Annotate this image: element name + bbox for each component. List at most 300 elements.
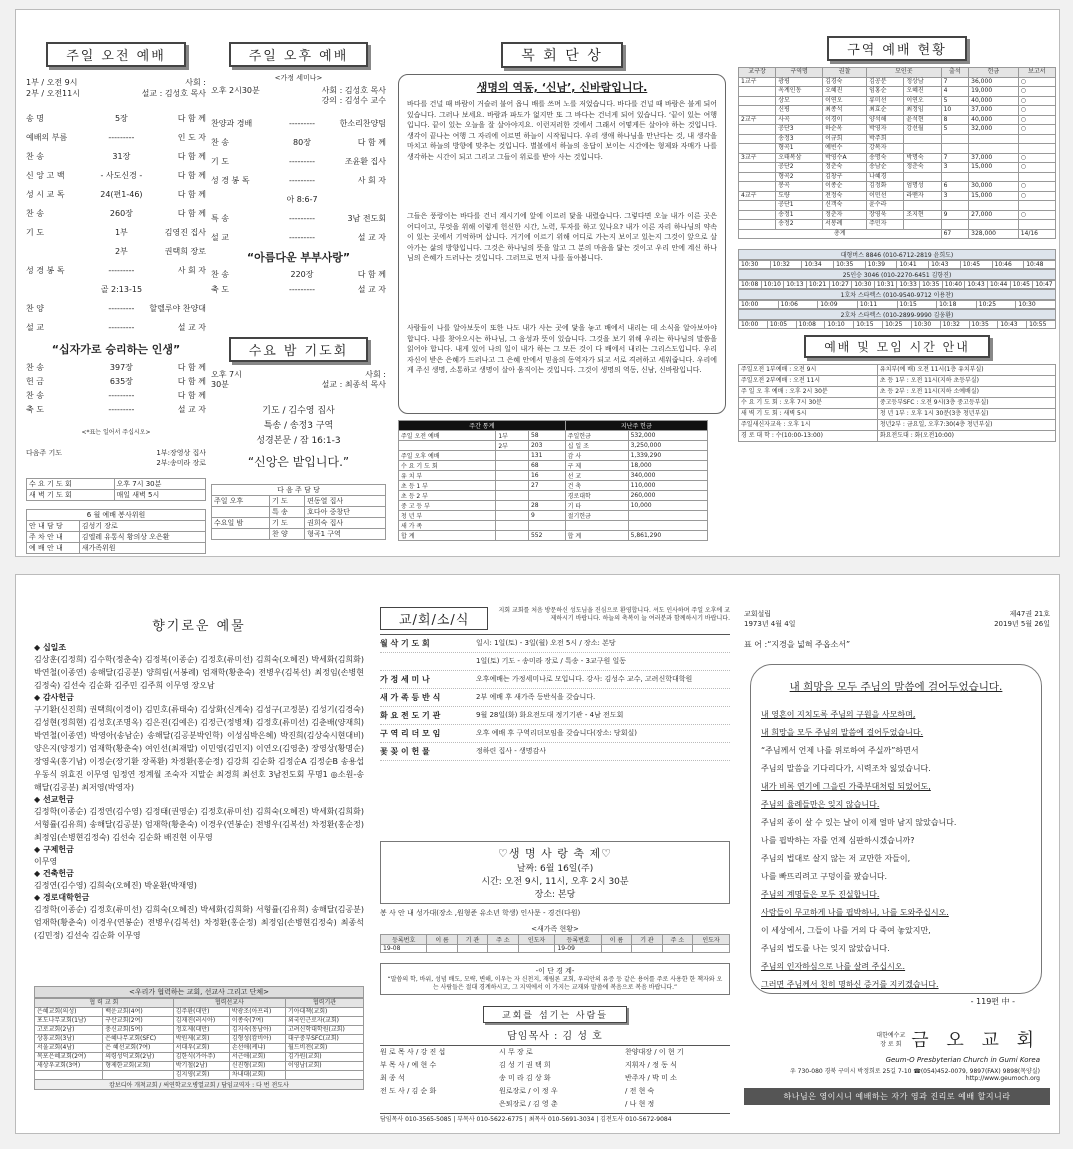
district-cell: [969, 220, 1019, 230]
festival-place: 장소: 본당: [534, 890, 576, 900]
am-order-item: [26, 166, 206, 185]
am-order-item-cell: 다 함 께: [177, 391, 206, 400]
am-order-item-cell: [26, 280, 94, 299]
district-cell: [969, 201, 1019, 211]
bus-time: 10:44: [988, 281, 1011, 289]
stats-cell: 27: [528, 481, 565, 491]
am-meta-row-cell: 1부 / 오전 9시: [26, 78, 78, 87]
prayer-time-row-cell: 매일 새벽 5시: [114, 490, 205, 501]
pm-order-item: [211, 114, 386, 133]
bus-time: 10:35: [969, 321, 998, 329]
pm-order-item-cell: ---------: [289, 214, 315, 223]
staff-cell: / 나 현 정: [625, 1100, 655, 1108]
pm-order-item-cell: 220장: [290, 270, 314, 279]
district-cell: [969, 134, 1019, 144]
district-cell: 공단1: [776, 201, 823, 211]
am-order-item-cell: - 사도신경 -: [100, 171, 143, 180]
district-cell: 30,000: [969, 182, 1019, 192]
stats-cell: [496, 531, 529, 541]
am-order-item: [26, 375, 206, 389]
district-cell: 오혜진: [904, 87, 941, 97]
partner-footer: 캄보디아 개척교회 / 써연학교오병열교회 / 담임교역자 : 다 번 전도사: [34, 1080, 364, 1090]
pm-meta-row: [211, 86, 386, 96]
district-cell: 김공분: [867, 77, 904, 87]
bus-time: 10:08: [796, 321, 825, 329]
prayer-time-row-cell: 새 벽 기 도 회: [27, 490, 115, 501]
partner-cell: 김형성(캄비아): [229, 1035, 285, 1044]
district-cell: 형곡1: [776, 144, 823, 154]
bus-times-row: [739, 301, 1056, 309]
district-row: [739, 96, 1056, 106]
district-cell: ○: [1018, 191, 1055, 201]
partner-cell: 김지영(교회): [173, 1071, 229, 1080]
district-cell: [739, 182, 776, 192]
poem-line: 주님의 법도를 나는 잊지 않았습니다.: [761, 944, 890, 953]
stats-cell: 절기헌금: [565, 511, 628, 521]
district-cell: 정춘자: [823, 210, 867, 220]
june-volunteer-row: [27, 543, 206, 554]
stats-cell: 5,861,290: [628, 531, 707, 541]
poem-source: - 119편 中 -: [970, 997, 1015, 1006]
am-order-item-cell: 다 함 께: [177, 152, 206, 161]
am-order-item-cell: 성 경 봉 독: [26, 266, 65, 275]
schedule-row: [739, 387, 1056, 398]
volunteer-line: 봉 사 안 내 성가대(장소 ,원형준 유소년 학생) 인사문 - 경건(다원): [380, 909, 581, 917]
wed-meta: [211, 370, 386, 390]
am-order-item-cell: [26, 242, 94, 261]
am-order-item-cell: ---------: [108, 405, 135, 414]
stats-row: [399, 491, 708, 501]
am-order-item-cell: 다 함 께: [177, 114, 206, 123]
district-cell: 윤석현: [904, 115, 941, 125]
district-cell: 김정화: [867, 182, 904, 192]
district-cell: 조지현: [904, 210, 941, 220]
partner-cell: 구산교회(2여): [103, 1017, 174, 1026]
poem-line: 그러면 주님께서 친히 명하신 증거를 지키겠습니다.: [761, 980, 939, 989]
newfam-row: [381, 945, 730, 953]
district-cell: 김경숙: [823, 77, 867, 87]
district-cell: ○: [1018, 87, 1055, 97]
festival-time: 시간: 오전 9시, 11시, 오후 2시 30분: [481, 877, 629, 887]
am-order-item: [26, 299, 206, 318]
district-cell: 송정1: [776, 210, 823, 220]
am-order-item-cell: ---------: [108, 391, 135, 400]
duty-row-cell: 편동열 집사: [305, 496, 386, 507]
am-order-item-cell: 397장: [109, 363, 133, 372]
partner-cell: 은혜교회(의성): [35, 1008, 103, 1017]
pm-order-list-2: [211, 267, 386, 297]
issue-date: 2019년 5월 26일: [994, 620, 1050, 628]
district-row: [739, 182, 1056, 192]
bus-route-title: 25인승 3046 (010-2270-6451 김항진): [738, 269, 1056, 280]
district-cell: 9: [941, 210, 969, 220]
poem-box: [750, 664, 1042, 1006]
district-cell: [941, 201, 969, 211]
district-cell: 3: [941, 191, 969, 201]
newfam-cell: [488, 945, 518, 953]
partner-row: [35, 1062, 364, 1071]
partner-cell: 김지숙(동남아): [229, 1026, 285, 1035]
poem-line: 주님의 말씀을 기다리다가, 시력조차 잃었습니다.: [761, 764, 931, 773]
am-order-item: [26, 261, 206, 280]
motto: 표 어 :“지경을 넓혀 주옵소서”: [744, 640, 851, 649]
staff-cell: 최 종 석: [380, 1074, 405, 1082]
news-item-text: 1일(토) 기도 - 송미라 장로 / 특송 - 3교구원 일동: [476, 657, 626, 665]
duty-row-cell: 특 송: [270, 507, 305, 518]
volume: 제47권 21호: [1009, 610, 1050, 618]
pm-order-item: [211, 133, 386, 152]
am-order-item: [26, 280, 206, 299]
am-order-item-cell: 기 도: [26, 228, 44, 237]
schedule-row-cell: 주일오전 2부예배 : 오전 11시: [739, 376, 878, 387]
stats-cell: 초 등 2 부: [399, 491, 496, 501]
district-cell: 도량: [776, 191, 823, 201]
district-cell: [941, 220, 969, 230]
stats-cell: 합 계: [565, 531, 628, 541]
district-cell: 장영욱: [867, 210, 904, 220]
district-row: [739, 115, 1056, 125]
offering-section-head: ◆ 십일조: [34, 643, 67, 652]
staff-head: 담임목사 : 김 성 호: [507, 1031, 603, 1042]
stats-cell: [496, 491, 529, 501]
offering-section-body: 이무영: [34, 857, 58, 866]
duty-row-cell: 주일 오후: [212, 496, 270, 507]
district-cell: 8: [941, 115, 969, 125]
est-label: 교회설립: [744, 610, 772, 618]
district-cell: 이경이: [823, 115, 867, 125]
district-row: [739, 220, 1056, 230]
district-cell: [904, 144, 941, 154]
pm-order-item-cell: 특 송: [211, 214, 229, 223]
am-order-item-cell: 송 명: [26, 114, 44, 123]
partner-header-cell: 협력선교사: [173, 999, 285, 1008]
wed-details: [211, 404, 386, 449]
district-cell: [904, 201, 941, 211]
wed-meta-row: [211, 370, 386, 380]
bus-time: 10:34: [802, 261, 834, 269]
am-meta-row-cell: 설교 : 김성호 목사: [141, 89, 206, 98]
am-order-list-2: [26, 361, 206, 417]
offering-section-head: ◆ 감사헌금: [34, 693, 74, 702]
district-cell: 광평: [776, 77, 823, 87]
district-cell: 박영자: [867, 125, 904, 135]
poem-line: 나를 핍박하는 자를 언제 심판하시겠습니까?: [761, 836, 915, 845]
partner-cell: 대구중부SFC(교회): [285, 1035, 363, 1044]
district-cell: 40,000: [969, 115, 1019, 125]
am-order-item: [26, 361, 206, 375]
am-order-list: [26, 109, 206, 337]
pm-order-item-cell: 설 교 자: [357, 285, 386, 294]
news-item-text: 오후 예배 후 구역리더모임을 갖습니다(장소: 당회실): [476, 729, 637, 737]
denomination-1: 대한예수교: [876, 1032, 906, 1039]
stats-row: [399, 471, 708, 481]
duty-row: [212, 507, 386, 518]
partner-cell: 김재진(러시아): [173, 1017, 229, 1026]
pm-worship-meta: [211, 86, 386, 106]
schedule-row-cell: 경 로 대 학 : 수(10:00-13:00): [739, 431, 878, 442]
june-volunteer-row: [27, 521, 206, 532]
stats-cell: [496, 521, 529, 531]
newfam-header-cell: 주 소: [488, 935, 518, 945]
stats-cell: 10,000: [628, 501, 707, 511]
pm-order-item: [211, 228, 386, 247]
district-cell: 신평: [776, 106, 823, 116]
newfam-header-cell: 인도자: [518, 935, 555, 945]
district-cell: 나혜경: [867, 172, 904, 182]
festival-date: 날짜: 6월 16일(주): [516, 864, 594, 874]
prayer-time-row: [27, 479, 206, 490]
newfam-title: <새가족 현황>: [531, 925, 579, 933]
district-cell: 상모: [776, 96, 823, 106]
district-table: [738, 67, 1056, 239]
pm-meta-row-cell: 오후 2시30분: [211, 86, 260, 95]
stats-cell: 청 년 부: [399, 511, 496, 521]
partner-cell: 의령성덕교회(2남): [103, 1053, 174, 1062]
district-cell: 27,000: [969, 210, 1019, 220]
stats-cell: [496, 451, 529, 461]
district-cell: 37,000: [969, 106, 1019, 116]
partner-row: [35, 1053, 364, 1062]
am-order-item-cell: 찬 양: [26, 304, 44, 313]
am-order-item-cell: ---------: [108, 304, 135, 313]
district-total-row: [739, 229, 1056, 239]
district-cell: 3교구: [739, 153, 776, 163]
staff-cell: 찬양대장 / 이 현 기: [625, 1048, 684, 1056]
partner-cell: 김한식(가아주): [173, 1053, 229, 1062]
district-cell: [969, 144, 1019, 154]
pm-order-item-cell: ---------: [289, 233, 315, 242]
district-row: [739, 144, 1056, 154]
district-row: [739, 106, 1056, 116]
district-total-cell: 67: [941, 229, 969, 239]
bus-time: 10:05: [767, 321, 796, 329]
stats-cell: [565, 521, 628, 531]
bus-time: 10:10: [825, 321, 854, 329]
schedule-row-cell: 중고등부SFC : 오전 9시(3층 중고등부실): [877, 398, 1055, 409]
district-cell: 예빈수: [823, 144, 867, 154]
news-intro: 지회 교회를 처음 방문하신 성도님을 진심으로 환영합니다. 셔도 인사하며 주일 오후에 교제하시기 바랍니다. 하늘의 축복이 늘 여러분과 함께하시기 바랍니다.: [498, 607, 730, 622]
district-cell: 서봉례: [823, 220, 867, 230]
district-cell: 이규희: [823, 134, 867, 144]
schedule-row-cell: 새 벽 기 도 회 : 새벽 5시: [739, 409, 878, 420]
district-cell: 박영수A: [823, 153, 867, 163]
stats-row: [399, 501, 708, 511]
newfam-header-cell: 이 름: [601, 935, 631, 945]
am-sermon-title: “십자가로 승리하는 인생”: [51, 343, 181, 356]
newfam-table: [380, 934, 730, 953]
offering-section-head: ◆ 선교헌금: [34, 795, 74, 804]
district-cell: [941, 172, 969, 182]
district-cell: ○: [1018, 115, 1055, 125]
next-prayer-2: 2부:송미라 장로: [156, 459, 206, 467]
am-meta-row-cell: 사회 :: [185, 78, 206, 87]
stats-cell: 552: [528, 531, 565, 541]
poem-line: 주님의 종이 살 수 있는 날이 이제 얼마 남지 않았습니다.: [761, 818, 957, 827]
standing-note: <*표는 일어서 주십시오>: [81, 429, 151, 436]
bus-time: 10:32: [770, 261, 802, 269]
bus-schedule: [738, 249, 1056, 329]
district-cell: 주민자: [867, 220, 904, 230]
district-header-cell: 권찰: [823, 68, 867, 78]
district-cell: 정춘숙: [823, 163, 867, 173]
bus-time: 10:41: [897, 261, 929, 269]
newfam-header-cell: 이 름: [427, 935, 457, 945]
bus-time: 10:33: [897, 281, 920, 289]
partner-cell: 박광조(아프리): [229, 1008, 285, 1017]
schedule-row: [739, 365, 1056, 376]
stats-row: [399, 531, 708, 541]
district-cell: [904, 220, 941, 230]
pm-order-item-cell: 설 교 자: [357, 233, 386, 242]
bus-times-table: [738, 260, 1056, 269]
district-cell: 19,000: [969, 87, 1019, 97]
wed-meta-row-cell: 30분: [211, 380, 229, 389]
june-volunteer-row-cell: 주 차 안 내: [27, 532, 80, 543]
news-column: [380, 575, 730, 1133]
pm-order-item-cell: 찬 송: [211, 270, 229, 279]
bus-time: 10:15: [897, 301, 937, 309]
district-cell: [904, 172, 941, 182]
heresy-title: -이 단 경 계-: [535, 967, 575, 975]
wed-title: 수요 밤 기도회: [229, 337, 369, 362]
partner-cell: 형제한교회(교회): [103, 1062, 174, 1071]
staff-cell: 원로장로 / 이 정 우: [499, 1087, 558, 1095]
june-volunteer-row-cell: 안 내 담 당: [27, 521, 80, 532]
partner-header-cell: 협력기관: [285, 999, 363, 1008]
staff-list: [380, 1045, 730, 1111]
pastor-title: 목 회 단 상: [501, 42, 622, 68]
pm-order-item-cell: 3남 전도회: [347, 214, 386, 223]
partner-row: [35, 1017, 364, 1026]
pm-order-item-cell: 축 도: [211, 285, 229, 294]
district-cell: [1018, 201, 1055, 211]
newfam-header-cell: 등록번호: [381, 935, 427, 945]
poem-line: “주님께서 언제 나를 위로하여 주실까”하면서: [761, 746, 919, 755]
newfam-header-cell: 기 관: [457, 935, 487, 945]
cover-column: [744, 575, 1050, 1133]
heresy-text: “말씀의 학, 바위, 성념 배도, 모략, 변해, 이우는 자 신천지, 재림론 교회, 우리안의 유증 등 같은 용어를 주로 사용한 한 책자와 오는 사람들은 절대 경계하시고, 그 지역에서 이 가지는 교재와 말씀에 복음으로 복음 바랍니다.”: [387, 976, 723, 991]
district-cell: ○: [1018, 125, 1055, 135]
district-cell: [739, 163, 776, 173]
am-order-item-cell: 설 교 자: [177, 405, 206, 414]
district-cell: [739, 87, 776, 97]
district-row: [739, 201, 1056, 211]
am-order-item-cell: ---------: [108, 323, 135, 332]
stats-cell: 58: [528, 431, 565, 441]
bus-time: 10:10: [761, 281, 784, 289]
district-cell: 강선월: [904, 125, 941, 135]
stats-cell: 감 사: [565, 451, 628, 461]
district-cell: 임홍순: [867, 87, 904, 97]
staff-cell: [380, 1098, 499, 1111]
district-row: [739, 134, 1056, 144]
duty-row-cell: 호다아 중창단: [305, 507, 386, 518]
duty-title: 다 음 주 담 당: [211, 484, 386, 495]
offering-section-body: 김정학(이종순) 김정호(류미선) 김희숙(오혜진) 박세화(김희화) 서형률(김유희) 송해달(김공분) 엄재학(황춘숙) 이경우(연봉순) 전병우(김복선) 차정환(홍순정) 최정임(손병현김정숙) 최종석(김민정) 김선숙 김순화 이무영: [34, 905, 364, 940]
district-cell: 2교구: [739, 115, 776, 125]
bus-time: 10:43: [965, 281, 988, 289]
pm-order-item: [211, 190, 386, 209]
am-order-item-cell: 권택희 장로: [164, 247, 206, 256]
partner-cell: 서대우(교회): [173, 1044, 229, 1053]
stats-row: [399, 511, 708, 521]
stats-cell: 260,000: [628, 491, 707, 501]
stats-cell: 340,000: [628, 471, 707, 481]
pm-order-item-cell: ---------: [289, 119, 315, 128]
am-order-item: [26, 204, 206, 223]
staff-phones: 담임목사 010-3565-5085 | 부목사 010-5622-6775 | 최목사 010-5691-3034 | 김전도사 010-5672-9084: [380, 1113, 730, 1123]
district-header-cell: 교구장: [739, 68, 776, 78]
pm-order-item-cell: ---------: [289, 157, 315, 166]
schedule-row-cell: 청년2부 : 금요일, 오후7:30(4층 청년부실): [877, 420, 1055, 431]
stats-cell: [528, 521, 565, 531]
staff-cell: 은퇴장로 / 김 영 춘: [499, 1100, 558, 1108]
district-row: [739, 125, 1056, 135]
district-cell: 6: [941, 182, 969, 192]
bus-time: 10:35: [834, 261, 866, 269]
district-cell: [904, 134, 941, 144]
schedule-row-cell: 주일새신자교육 : 오후 1시: [739, 420, 878, 431]
bus-time: 10:30: [739, 261, 771, 269]
bus-time: 10:30: [911, 321, 940, 329]
partner-cell: 이종숙(7여): [229, 1017, 285, 1026]
wed-meta-row-cell: 오후 7시: [211, 370, 242, 379]
district-cell: 공단2: [776, 163, 823, 173]
bus-time: 10:09: [818, 301, 858, 309]
bus-time: 10:08: [739, 281, 762, 289]
district-cell: 15,000: [969, 163, 1019, 173]
staff-row: [380, 1059, 730, 1072]
am-meta-row: [26, 77, 206, 88]
poem-line: 이 세상에서, 그들이 나를 거의 다 죽여 놓았지만,: [761, 926, 931, 935]
poem-line: 나를 빠뜨리려고 구덩이를 팠습니다.: [761, 872, 888, 881]
partner-cell: 월드비전(교회): [285, 1044, 363, 1053]
district-cell: 5: [941, 96, 969, 106]
pm-order-item-cell: ---------: [289, 285, 315, 294]
schedule-row-cell: 화요전도대 : 화(오전10:00): [877, 431, 1055, 442]
stats-cell: 유 치 부: [399, 471, 496, 481]
district-cell: 신객숙: [823, 201, 867, 211]
duty-row-cell: [212, 507, 270, 518]
am-worship-meta: [26, 77, 206, 99]
district-cell: 정춘숙: [904, 163, 941, 173]
pastor-paragraph-3: 사람들이 나를 알아보듯이 또한 나도 내가 사는 곳에 닻을 놓고 배에서 내리는 데 소식을 알아보아야 합니다. 나를 찾아오시는 하나님, 그 음성과 뜻이 있습니다. 그것을 보기 위해 우리는 하나님의 말씀을 읽어야 합니다. 내게 있어 나의 일이 내가 하는 그 모든 것이 다 배에서 내리는 그리스도입니다. 우리 자신이 받은 은혜가 드러나고 그 은혜 안에서 믿음의 동역자가 되고 서로 격려하고 세워줍니다. 우리에게 주신 생명, 소통하고 생명이 살아 움직이는 것입니다. 그것이 생명의 역동, 신남, 신바람입니다.: [407, 324, 717, 374]
district-cell: 양석해: [867, 115, 904, 125]
partner-cell: 충신교회(5여): [103, 1026, 174, 1035]
staff-cell: 반주자 / 박 미 소: [625, 1074, 677, 1082]
partner-cell: 포도나무교회(1남): [35, 1017, 103, 1026]
bus-time: 10:15: [854, 321, 883, 329]
district-cell: 박주희: [867, 134, 904, 144]
stats-row: [399, 431, 708, 441]
district-cell: [739, 144, 776, 154]
offering-names-title: 향기로운 예물: [152, 619, 246, 634]
bus-times-row: [739, 281, 1056, 289]
district-cell: [1018, 134, 1055, 144]
bus-time: 10:25: [883, 321, 912, 329]
partner-cell: 외국인근로자(교회): [285, 1017, 363, 1026]
news-item: [380, 689, 730, 707]
news-item-label: 구 역 리 더 모 임: [380, 729, 441, 738]
bus-times-table: [738, 300, 1056, 309]
staff-cell: 지휘자 / 정 동 식: [625, 1061, 677, 1069]
am-order-item-cell: 다 함 께: [177, 190, 206, 199]
bus-route-title: 2호차 스타렉스 (010-2899-9990 김웅환): [738, 309, 1056, 320]
district-cell: [1018, 220, 1055, 230]
staff-title: 교회를 섬기는 사람들: [483, 1006, 627, 1023]
schedule-table: [738, 364, 1056, 442]
stats-cell: 203: [528, 441, 565, 451]
